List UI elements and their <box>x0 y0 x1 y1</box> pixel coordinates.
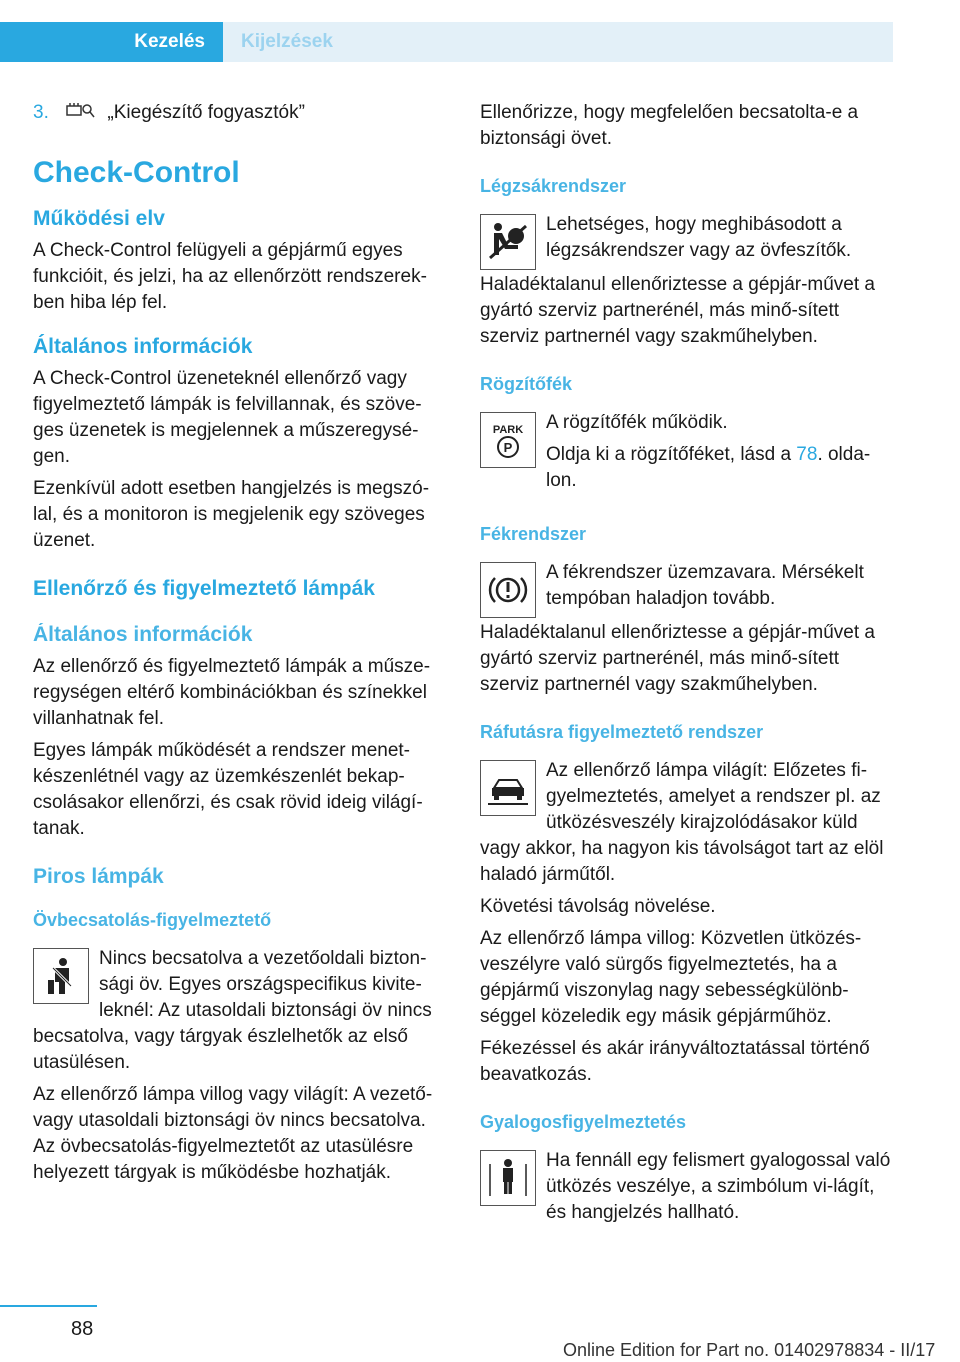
tab-kijelzesek[interactable] <box>223 22 893 62</box>
paragraph: Egyes lámpák működését a rendszer menet-készenlétnél vagy az üzemkészenlét bekap-csolásakor ellenőrzi, és csak rövid ideig világí-tanak. <box>33 740 423 839</box>
subsection-heading: Általános információk <box>33 623 253 646</box>
paragraph: Fékezéssel és akár irányváltoztatással történő beavatkozás. <box>480 1038 870 1085</box>
list-item-3 <box>33 100 448 126</box>
paragraph: Nincs becsatolva a vezetőoldali bizton-sági öv. Egyes országspecifikus kivite-leknél: Az utasoldali biztonsági öv nincs becsatolva, vagy tárgyak észlelhetők az első utasülésen. <box>33 948 432 1073</box>
paragraph <box>480 442 893 494</box>
parking-brake-icon <box>480 412 536 468</box>
chapter-header <box>0 22 893 62</box>
lamp-item-collision <box>480 758 893 888</box>
airbag-warning-icon <box>480 214 536 270</box>
tab-kezeles[interactable] <box>0 22 223 62</box>
section-heading: Általános információk <box>33 335 253 358</box>
tab-kezeles-label: Kezelés <box>134 31 205 52</box>
paragraph: Haladéktalanul ellenőriztesse a gépjár-művet a gyártó szerviz partnerénél, más minő-sített szerviz partnernél vagy szakműhelyben. <box>480 622 876 695</box>
footer-rule <box>0 1305 97 1307</box>
subsection-heading: Piros lámpák <box>33 865 164 888</box>
list-item-text: „Kiegészítő fogyasztók” <box>107 102 305 123</box>
paragraph: Az ellenőrző lámpa villog: Közvetlen ütközés-veszélyre való sürgős figyelmeztetés, ha a gépjármű viszonylag nagy sebességkülönb-séggel közeledik egy másik gépjárműhöz. <box>480 928 862 1027</box>
lamp-item-seatbelt <box>33 946 448 1082</box>
lamp-item-parking-brake <box>480 410 893 500</box>
accessory-consumer-icon <box>66 102 96 120</box>
seatbelt-warning-icon <box>33 948 89 1004</box>
svg-text:PARK: PARK <box>492 424 524 436</box>
paragraph: A Check-Control üzeneteknél ellenőrző vagy figyelmeztető lámpák is felvillannak, és szöve-ges üzenetek is megjelennek a műszeregysé-gen. <box>33 368 422 467</box>
paragraph: Ha fennáll egy felismert gyalogossal való ütközés veszélye, a szimbólum vi-lágít, és hangjelzés hallható. <box>546 1150 891 1223</box>
pedestrian-warning-icon <box>480 1150 536 1206</box>
section-heading: Ellenőrző és figyelmeztető lámpák <box>33 577 375 600</box>
left-column <box>33 100 448 1192</box>
lamp-heading: Rögzítőfék <box>480 374 572 394</box>
svg-text:P: P <box>503 440 513 455</box>
section-heading: Működési elv <box>33 207 165 230</box>
text-span: . olda-lon. <box>546 444 871 491</box>
brake-system-icon <box>480 562 536 618</box>
lamp-item-pedestrian <box>480 1148 893 1232</box>
lamp-heading: Ráfutásra figyelmeztető rendszer <box>480 722 764 742</box>
right-column <box>480 100 893 1232</box>
paragraph: Ezenkívül adott esetben hangjelzés is megszó-lal, és a monitoron is megjelenik egy szöveges üzenet. <box>33 478 430 551</box>
text-span: Oldja ki a rögzítőféket, lásd a <box>546 444 797 465</box>
paragraph: A rögzítőfék működik. <box>546 412 728 433</box>
lamp-heading: Övbecsatolás-figyelmeztető <box>33 910 272 930</box>
paragraph: A Check-Control felügyeli a gépjármű egyes funkcióit, és jelzi, ha az ellenőrzött rendszerek-ben hiba lép fel. <box>33 240 427 313</box>
lamp-heading: Légzsákrendszer <box>480 176 627 196</box>
list-number: 3. <box>33 102 49 123</box>
paragraph: A fékrendszer üzemzavara. Mérsékelt tempóban haladjon tovább. <box>546 562 864 609</box>
paragraph: Lehetséges, hogy meghibásodott a légzsákrendszer vagy az övfeszítők. <box>546 214 852 261</box>
paragraph: Az ellenőrző lámpa világít: Előzetes fi-gyelmeztetés, amelyet a rendszer pl. az ütközésveszély kirajzolódásakor küld vagy akkor, ha nagyon kis távolságot tart az elöl haladó járműtől. <box>480 760 884 885</box>
lamp-item-brake <box>480 560 893 620</box>
lamp-heading: Gyalogosfigyelmeztetés <box>480 1112 687 1132</box>
front-collision-warning-icon <box>480 760 536 816</box>
page-link[interactable]: 78 <box>796 444 818 465</box>
paragraph: Haladéktalanul ellenőriztesse a gépjár-művet a gyártó szerviz partnerénél, más minő-sített szerviz partnernél vagy szakműhelyben. <box>480 274 876 347</box>
lamp-heading: Fékrendszer <box>480 524 587 544</box>
edition-footer: Online Edition for Part no. 01402978834 - II/17 <box>563 1340 936 1360</box>
paragraph: Az ellenőrző lámpa villog vagy világít: A vezető- vagy utasoldali biztonsági öv nincs becsatolva. Az övbecsatolás-figyelmeztetőt az utasülésre helyezett tárgyak is működésbe hozhatják. <box>33 1084 433 1183</box>
tab-kijelzesek-label: Kijelzések <box>241 31 333 52</box>
page-title: Check-Control <box>33 156 240 189</box>
paragraph: Ellenőrizze, hogy megfelelően becsatolta-e a biztonsági övet. <box>480 102 859 149</box>
paragraph: Követési távolság növelése. <box>480 896 716 917</box>
page-number: 88 <box>71 1318 94 1340</box>
paragraph: Az ellenőrző és figyelmeztető lámpák a műsze-regységen eltérő kombinációkban és színekkel villanhatnak fel. <box>33 656 431 729</box>
lamp-item-airbag <box>480 212 893 272</box>
